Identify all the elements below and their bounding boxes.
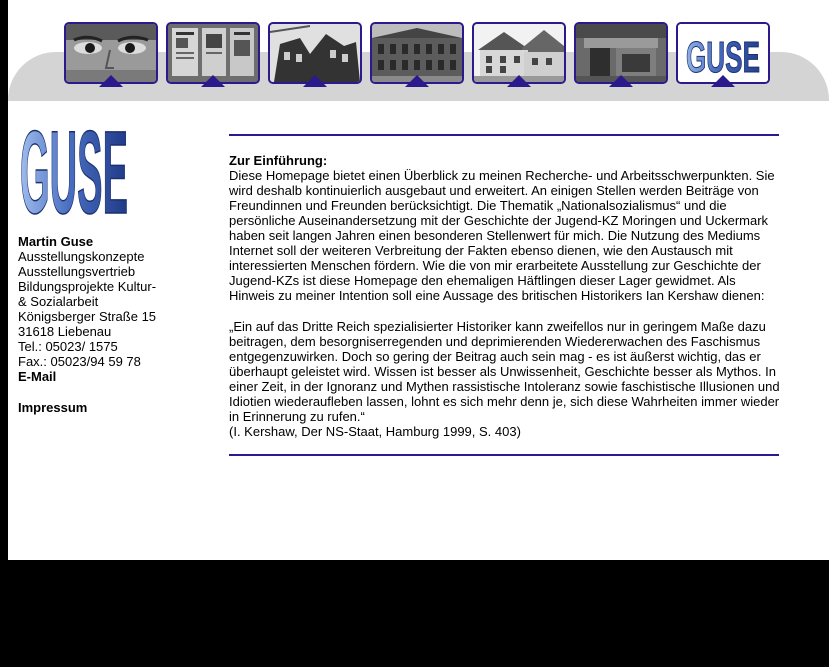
nav-arrow: [609, 75, 633, 87]
quote-source: (I. Kershaw, Der NS-Staat, Hamburg 1999, S. 403): [229, 424, 521, 439]
contact-line: Fax.: 05023/94 59 78: [18, 354, 141, 369]
ruined-building-photo-icon: [270, 24, 360, 82]
nav-arrow: [99, 75, 123, 87]
nav-arrow: [303, 75, 327, 87]
portrait-photo-icon: [66, 24, 156, 82]
contact-line: Ausstellungskonzepte: [18, 249, 145, 264]
house-photo-icon: [474, 24, 564, 82]
barracks-building-photo-icon: [372, 24, 462, 82]
divider-top: [229, 134, 779, 136]
concrete-bunker-photo-icon: [576, 24, 666, 82]
svg-text:GUSE: GUSE: [20, 107, 128, 217]
nav-arrow: [405, 75, 429, 87]
impressum-link[interactable]: Impressum: [18, 400, 88, 415]
nav-arrow: [201, 75, 225, 87]
nav-arrow: [507, 75, 531, 87]
main-panel: [8, 101, 829, 560]
contact-name: Martin Guse: [18, 234, 94, 249]
contact-line: 31618 Liebenau: [18, 324, 112, 339]
guse-logo: [18, 105, 130, 217]
email-link[interactable]: E-Mail: [18, 369, 57, 384]
exhibition-panels-photo-icon: [168, 24, 258, 82]
guse-logo-icon: [678, 24, 768, 82]
contact-line: Tel.: 05023/ 1575: [18, 339, 118, 354]
divider-bottom: [229, 454, 779, 456]
contact-line: & Sozialarbeit: [18, 294, 99, 309]
contact-line: Königsberger Straße 15: [18, 309, 157, 324]
contact-block: [18, 234, 218, 415]
intro-heading: Zur Einführung:: [229, 153, 328, 168]
svg-text:GUSE: GUSE: [686, 33, 760, 82]
quote-paragraph: „Ein auf das Dritte Reich spezialisierter Historiker kann zweifellos nur in geringem Maße dazu beitragen, dem besorgniserregenden und deprimierenden Wiedererwachen des Faschismus entgegenzuwirken. Doch so gering der Beitrag auch sein mag - es ist äußerst wichtig, das er überhaupt geleistet wird. Wissen ist besser als Unwissenheit, Geschichte besser als Mythos. In einer Zeit, in der Ignoranz und Mythen rassistische Intoleranz sowie faschistische Illusionen und Idiotien wiederaufleben lassen, lohnt es sich mehr denn je, sich diese Wahrheiten immer wieder in Erinnerung zu rufen.“: [229, 319, 780, 424]
nav-arrow: [711, 75, 735, 87]
intro-paragraph: Diese Homepage bietet einen Überblick zu meinen Recherche- und Arbeitsschwerpunkten. Sie wird deshalb kontinuierlich ausgebaut und erweitert. An einigen Stellen werden Beiträge von Freundinnen und Freunden berücksichtigt. Die Thematik „Nationalsozialismus“ und die persönliche Auseinandersetzung mit der Geschichte der Jugend-KZ Moringen und Uckermark haben seit langen Jahren einen besonderen Stellenwert für mich. Die Nutzung des Mediums Internet soll der weiteren Verbreitung der Fakten ebenso dienen, wie den Austausch mit interessierten Menschen fördern. Wie die von mir erarbeitete Ausstellung zur Geschichte der Jugend-KZs ist diese Homepage den ehemaligen Häftlingen dieser Lager gewidmet. Als Hinweis zu meiner Intention soll eine Aussage des britischen Historikers Ian Kershaw dienen:: [229, 168, 775, 303]
contact-line: Ausstellungsvertrieb: [18, 264, 136, 279]
contact-line: Bildungsprojekte Kultur-: [18, 279, 157, 294]
